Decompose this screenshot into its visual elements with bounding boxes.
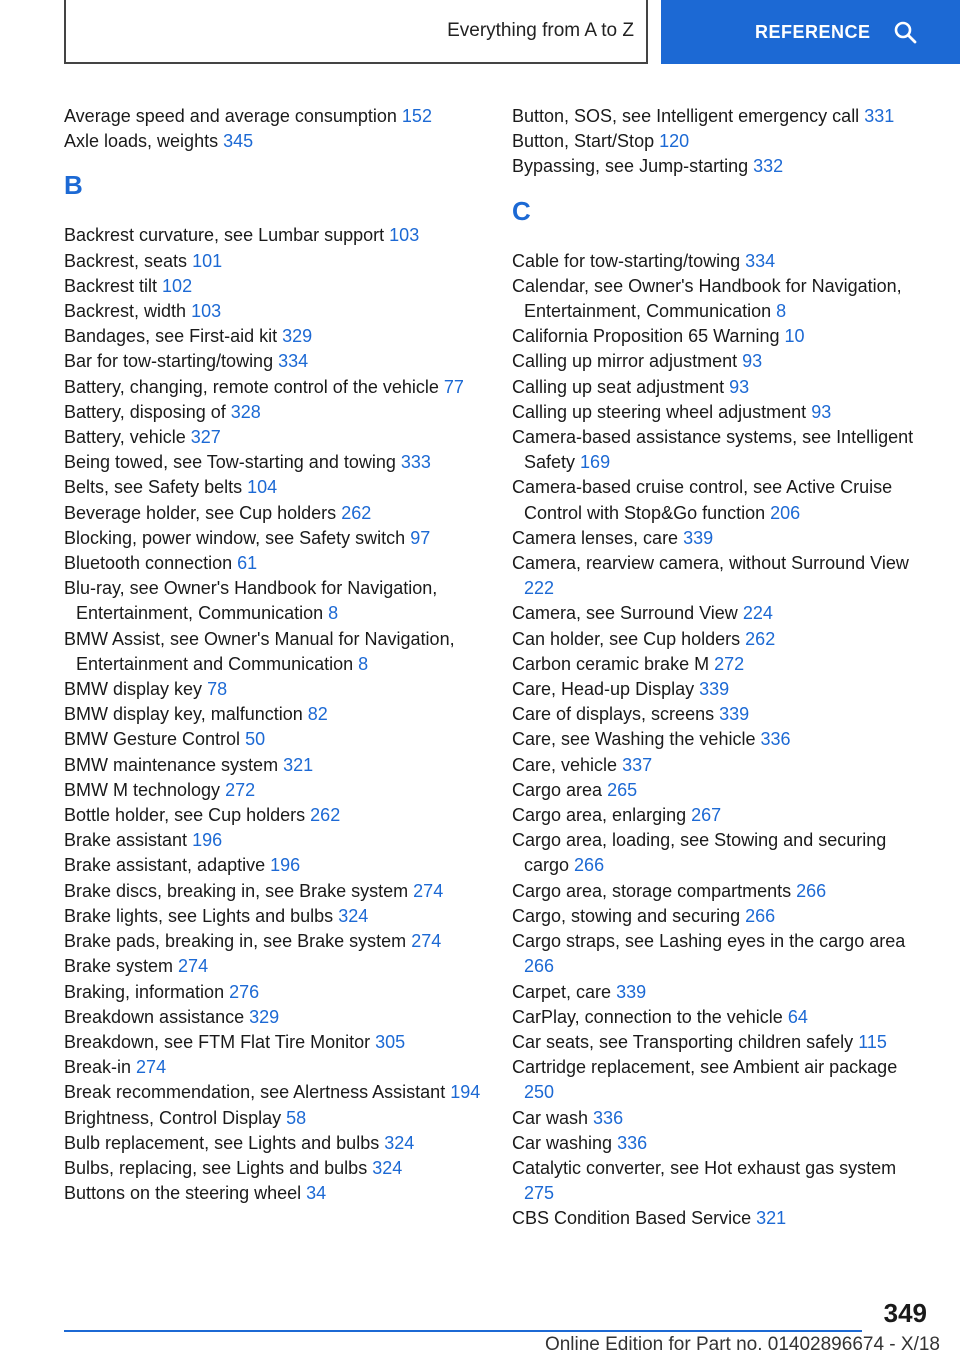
- index-entry-text: BMW M technology: [64, 779, 221, 800]
- index-page-link[interactable]: 324: [384, 1132, 415, 1153]
- index-page-link[interactable]: 262: [310, 805, 341, 826]
- index-entry: [64, 1005, 484, 1030]
- index-entry: [64, 1106, 484, 1131]
- index-entry-text: Bulb replacement, see Lights and bulbs: [64, 1132, 380, 1153]
- section-header: [64, 0, 648, 64]
- index-entry-text: Camera, rearview camera, without Surround View: [512, 553, 909, 574]
- index-page-link[interactable]: 266: [524, 956, 555, 977]
- index-entry-text: Breakdown assistance: [64, 1006, 245, 1027]
- index-entry: [64, 904, 484, 929]
- index-entry: [512, 526, 927, 551]
- index-page-link[interactable]: 194: [450, 1082, 481, 1103]
- index-page-link[interactable]: 262: [341, 502, 372, 523]
- index-entry-text: Bluetooth connection: [64, 553, 233, 574]
- index-entry-text: Catalytic converter, see Hot exhaust gas system: [512, 1157, 897, 1178]
- index-entry-text: CBS Condition Based Service: [512, 1208, 752, 1229]
- index-page-link[interactable]: 331: [864, 106, 895, 126]
- index-entry: [512, 727, 927, 752]
- index-entry-text: Backrest, width: [64, 301, 187, 322]
- index-page-link[interactable]: 328: [230, 401, 261, 422]
- index-page-link[interactable]: 34: [306, 1183, 327, 1204]
- index-entry: [512, 904, 927, 929]
- index-entry-text: Belts, see Safety belts: [64, 477, 243, 498]
- index-page-link[interactable]: 196: [192, 830, 223, 851]
- index-page-link[interactable]: 336: [593, 1107, 624, 1128]
- index-entry-text: Blocking, power window, see Safety switch: [64, 527, 406, 548]
- index-letter-heading: B: [64, 170, 83, 201]
- index-entry-text: Car wash: [512, 1107, 589, 1128]
- index-entry: [64, 627, 484, 677]
- reference-tab[interactable]: [661, 0, 960, 64]
- index-page-link[interactable]: 78: [207, 679, 228, 700]
- index-entry-text: Break recommendation, see Alertness Assistant: [64, 1082, 446, 1103]
- index-entry-text: Cargo area: [512, 779, 603, 800]
- index-entry-text: BMW display key: [64, 679, 203, 700]
- index-page-link[interactable]: 58: [286, 1107, 307, 1128]
- index-page-link[interactable]: 272: [225, 779, 256, 800]
- index-entry-text: Cargo, stowing and securing: [512, 905, 741, 926]
- index-entry-text: Calling up seat adjustment: [512, 376, 725, 397]
- index-page-link[interactable]: 169: [580, 452, 611, 473]
- index-entry-text: Car seats, see Transporting children safely: [512, 1031, 854, 1052]
- index-entry-text: Button, Start/Stop: [512, 131, 655, 152]
- index-page-link[interactable]: 93: [811, 401, 832, 422]
- index-page-link[interactable]: 77: [443, 376, 464, 397]
- index-entry: [512, 274, 927, 324]
- index-page-link[interactable]: 206: [770, 502, 801, 523]
- index-page-link[interactable]: 222: [524, 578, 555, 599]
- index-entry-text: Care of displays, screens: [512, 704, 715, 725]
- index-entry-text: Bar for tow-starting/towing: [64, 351, 274, 372]
- index-entry-text: Camera, see Surround View: [512, 603, 738, 624]
- index-entry-text: Bulbs, replacing, see Lights and bulbs: [64, 1157, 368, 1178]
- index-entry-text: Can holder, see Cup holders: [512, 628, 741, 649]
- index-entry: [512, 129, 927, 154]
- index-entry-text: Battery, vehicle: [64, 427, 186, 448]
- index-entry: [512, 324, 927, 349]
- index-page-link[interactable]: 276: [229, 981, 260, 1002]
- index-entry-text: Battery, disposing of: [64, 401, 226, 422]
- index-entry-text: Bandages, see First-aid kit: [64, 326, 278, 347]
- index-entry-text: Backrest, seats: [64, 250, 188, 271]
- index-entry: [512, 1055, 927, 1105]
- index-page-link[interactable]: 196: [270, 855, 301, 876]
- index-entry-text: Brightness, Control Display: [64, 1107, 282, 1128]
- index-page-link[interactable]: 265: [607, 779, 638, 800]
- index-entry-text: Brake system: [64, 956, 174, 977]
- index-entry-text: BMW Assist, see Owner's Manual for Navigation, Entertainment and Communication: [64, 628, 455, 674]
- index-entry-text: Buttons on the steering wheel: [64, 1183, 302, 1204]
- index-entry-text: California Proposition 65 Warning: [512, 326, 780, 347]
- index-entry-text: Camera lenses, care: [512, 527, 679, 548]
- index-entry-text: Cargo area, enlarging: [512, 805, 687, 826]
- index-page-link[interactable]: 102: [162, 275, 193, 296]
- index-entry: [64, 450, 484, 475]
- index-entry-text: Battery, changing, remote control of the vehicle: [64, 376, 439, 397]
- index-entry: [64, 778, 484, 803]
- index-entry: [64, 1055, 484, 1080]
- index-page-link[interactable]: 339: [699, 679, 730, 700]
- index-entry-text: Brake pads, breaking in, see Brake system: [64, 931, 407, 952]
- index-page-link[interactable]: 274: [413, 880, 444, 901]
- index-entry: [64, 104, 484, 129]
- index-entry: [64, 375, 484, 400]
- index-entry-text: Camera-based assistance systems, see Intelligent Safety: [512, 427, 914, 473]
- index-entry: [64, 1080, 484, 1105]
- index-entry: [64, 349, 484, 374]
- index-column-right: [512, 104, 927, 1232]
- index-page-link[interactable]: 120: [659, 131, 690, 152]
- index-entry: [512, 349, 927, 374]
- index-entry: [64, 879, 484, 904]
- index-page-link[interactable]: 93: [742, 351, 763, 372]
- index-page-link[interactable]: 10: [784, 326, 805, 347]
- index-page-link[interactable]: 93: [729, 376, 750, 397]
- index-entry-text: Brake assistant: [64, 830, 188, 851]
- index-entry: [64, 727, 484, 752]
- index-entry: [512, 879, 927, 904]
- index-entry: [64, 1181, 484, 1206]
- index-page-link[interactable]: 305: [375, 1031, 406, 1052]
- index-entry: [512, 249, 927, 274]
- index-entry-text: Cargo area, storage compartments: [512, 880, 792, 901]
- index-page-link[interactable]: 334: [745, 250, 776, 271]
- edition-text: Online Edition for Part no. 01402896674 - X/18: [544, 1334, 940, 1355]
- index-page-link[interactable]: 82: [307, 704, 328, 725]
- index-entry: [512, 551, 927, 601]
- index-entry: [64, 929, 484, 954]
- index-page-link[interactable]: 324: [338, 905, 369, 926]
- index-entry: [64, 803, 484, 828]
- index-entry: [64, 753, 484, 778]
- index-page-link[interactable]: 336: [617, 1132, 648, 1153]
- index-entry-text: Bottle holder, see Cup holders: [64, 805, 306, 826]
- index-page-link[interactable]: 272: [714, 653, 745, 674]
- index-page-link[interactable]: 266: [574, 855, 605, 876]
- index-entry: [512, 1005, 927, 1030]
- index-entry: [512, 803, 927, 828]
- footer-divider: [64, 1330, 862, 1332]
- index-entry-text: Button, SOS, see Intelligent emergency call: [512, 106, 860, 126]
- index-entry: [64, 223, 484, 248]
- index-entry: [64, 702, 484, 727]
- index-page-link[interactable]: 321: [283, 754, 314, 775]
- index-entry: [512, 475, 927, 525]
- index-entry-text: Blu-ray, see Owner's Handbook for Navigation, Entertainment, Communication: [64, 578, 438, 624]
- index-entry: [512, 828, 927, 878]
- index-page-link[interactable]: 250: [524, 1082, 555, 1103]
- index-entry-text: Calling up mirror adjustment: [512, 351, 738, 372]
- index-page-link[interactable]: 103: [191, 301, 222, 322]
- index-entry-text: Cartridge replacement, see Ambient air package: [512, 1057, 898, 1078]
- index-page-link[interactable]: 336: [760, 729, 791, 750]
- index-entry: [512, 1131, 927, 1156]
- index-entry: [64, 828, 484, 853]
- index-entry: [64, 400, 484, 425]
- index-entry: [512, 601, 927, 626]
- index-entry: [512, 375, 927, 400]
- index-page-link[interactable]: 97: [410, 527, 431, 548]
- index-entry-text: Camera-based cruise control, see Active Cruise Control with Stop&Go function: [512, 477, 893, 523]
- index-page-link[interactable]: 8: [776, 301, 787, 322]
- index-page-link[interactable]: 337: [622, 754, 653, 775]
- index-page-link[interactable]: 61: [237, 553, 258, 574]
- index-entry-text: Car washing: [512, 1132, 613, 1153]
- index-entry: [64, 129, 484, 154]
- index-entry: [512, 425, 927, 475]
- index-entry-text: Being towed, see Tow-starting and towing: [64, 452, 396, 473]
- reference-tab-label: REFERENCE: [755, 21, 871, 42]
- index-page-link[interactable]: 115: [858, 1031, 887, 1052]
- index-entry: [512, 627, 927, 652]
- index-page-link[interactable]: 64: [787, 1006, 808, 1027]
- index-entry-text: Brake discs, breaking in, see Brake system: [64, 880, 409, 901]
- index-entry-text: Calendar, see Owner's Handbook for Navigation, Entertainment, Communication: [512, 275, 902, 322]
- index-entry: [64, 1156, 484, 1181]
- index-entry-text: Cargo area, loading, see Stowing and securing cargo: [512, 830, 887, 876]
- index-entry: [512, 652, 927, 677]
- index-page-link[interactable]: 324: [372, 1157, 403, 1178]
- index-entry: [512, 980, 927, 1005]
- index-page-link[interactable]: 339: [683, 527, 714, 548]
- index-page-link[interactable]: 339: [719, 704, 750, 725]
- index-entry-text: Care, vehicle: [512, 754, 618, 775]
- index-entry-text: BMW maintenance system: [64, 754, 279, 775]
- index-page-link[interactable]: 266: [745, 905, 776, 926]
- index-entry: [64, 249, 484, 274]
- index-page-link[interactable]: 50: [245, 729, 266, 750]
- index-entry: [64, 1030, 484, 1055]
- index-page-link[interactable]: 274: [136, 1057, 167, 1078]
- index-entry-text: Cable for tow-starting/towing: [512, 250, 741, 271]
- index-page-link[interactable]: 152: [401, 106, 432, 126]
- index-page-link[interactable]: 8: [328, 603, 339, 624]
- index-entry-text: Carbon ceramic brake M: [512, 653, 710, 674]
- index-entry: [512, 929, 927, 979]
- index-page-link[interactable]: 334: [278, 351, 309, 372]
- index-page-link[interactable]: 275: [524, 1183, 555, 1204]
- index-page-link[interactable]: 321: [756, 1208, 787, 1229]
- index-page-link[interactable]: 104: [247, 477, 278, 498]
- index-page-link[interactable]: 103: [389, 225, 420, 246]
- index-page-link[interactable]: 332: [753, 156, 784, 177]
- index-page-link[interactable]: 274: [411, 931, 442, 952]
- index-entry-text: Bypassing, see Jump-starting: [512, 156, 749, 177]
- index-entry: [64, 274, 484, 299]
- index-entry-text: Beverage holder, see Cup holders: [64, 502, 337, 523]
- index-page-link[interactable]: 333: [400, 452, 431, 473]
- index-entry-text: Care, Head-up Display: [512, 679, 695, 700]
- page-number: 349: [883, 1298, 927, 1328]
- index-entry-text: Brake lights, see Lights and bulbs: [64, 905, 334, 926]
- index-entry: [512, 1206, 927, 1231]
- index-entry: [64, 299, 484, 324]
- index-entry: [512, 677, 927, 702]
- index-entry-text: Brake assistant, adaptive: [64, 855, 266, 876]
- index-entry: [64, 980, 484, 1005]
- section-title: Everything from A to Z: [447, 20, 634, 41]
- index-entry: [64, 551, 484, 576]
- index-entry: [64, 425, 484, 450]
- index-entry: [64, 1131, 484, 1156]
- index-entry: [512, 778, 927, 803]
- index-entry: [64, 576, 484, 626]
- index-entry: [64, 475, 484, 500]
- index-entry: [512, 702, 927, 727]
- index-entry: [512, 1156, 927, 1206]
- index-entry: [512, 104, 927, 129]
- index-entry-text: Breakdown, see FTM Flat Tire Monitor: [64, 1031, 371, 1052]
- index-column-left: [64, 104, 484, 1206]
- index-letter-heading: C: [512, 195, 531, 226]
- index-entry-text: Backrest curvature, see Lumbar support: [64, 225, 385, 246]
- index-entry: [64, 324, 484, 349]
- index-entry-text: Calling up steering wheel adjustment: [512, 401, 807, 422]
- index-entry-text: Backrest tilt: [64, 275, 158, 296]
- index-page-link[interactable]: 266: [796, 880, 827, 901]
- index-page-link[interactable]: 8: [358, 653, 369, 674]
- index-entry-text: BMW display key, malfunction: [64, 704, 303, 725]
- index-entry: [64, 526, 484, 551]
- index-entry: [64, 853, 484, 878]
- index-page-link[interactable]: 329: [249, 1006, 280, 1027]
- index-entry-text: BMW Gesture Control: [64, 729, 241, 750]
- index-entry: [512, 400, 927, 425]
- index-entry: [512, 154, 927, 179]
- index-page-link[interactable]: 327: [190, 427, 221, 448]
- index-entry-text: Cargo straps, see Lashing eyes in the cargo area: [512, 931, 906, 952]
- index-page-link[interactable]: 267: [691, 805, 722, 826]
- index-page-link[interactable]: 224: [742, 603, 773, 624]
- index-entry-text: Average speed and average consumption: [64, 106, 397, 126]
- index-page-link[interactable]: 345: [223, 131, 254, 152]
- index-entry: [512, 753, 927, 778]
- index-entry: [64, 677, 484, 702]
- index-page-link[interactable]: 262: [745, 628, 776, 649]
- index-entry: [512, 1106, 927, 1131]
- index-entry-text: Break-in: [64, 1057, 132, 1078]
- index-page-link[interactable]: 101: [192, 250, 223, 271]
- index-entry: [64, 954, 484, 979]
- index-entry: [64, 501, 484, 526]
- index-entry: [512, 1030, 927, 1055]
- index-page-link[interactable]: 274: [178, 956, 209, 977]
- index-entry-text: Braking, information: [64, 981, 225, 1002]
- index-entry-text: Axle loads, weights: [64, 131, 219, 152]
- search-icon[interactable]: [893, 20, 917, 44]
- index-entry-text: Care, see Washing the vehicle: [512, 729, 756, 750]
- index-entry-text: Carpet, care: [512, 981, 612, 1002]
- index-entry-text: CarPlay, connection to the vehicle: [512, 1006, 783, 1027]
- index-page-link[interactable]: 329: [282, 326, 313, 347]
- index-page-link[interactable]: 339: [616, 981, 647, 1002]
